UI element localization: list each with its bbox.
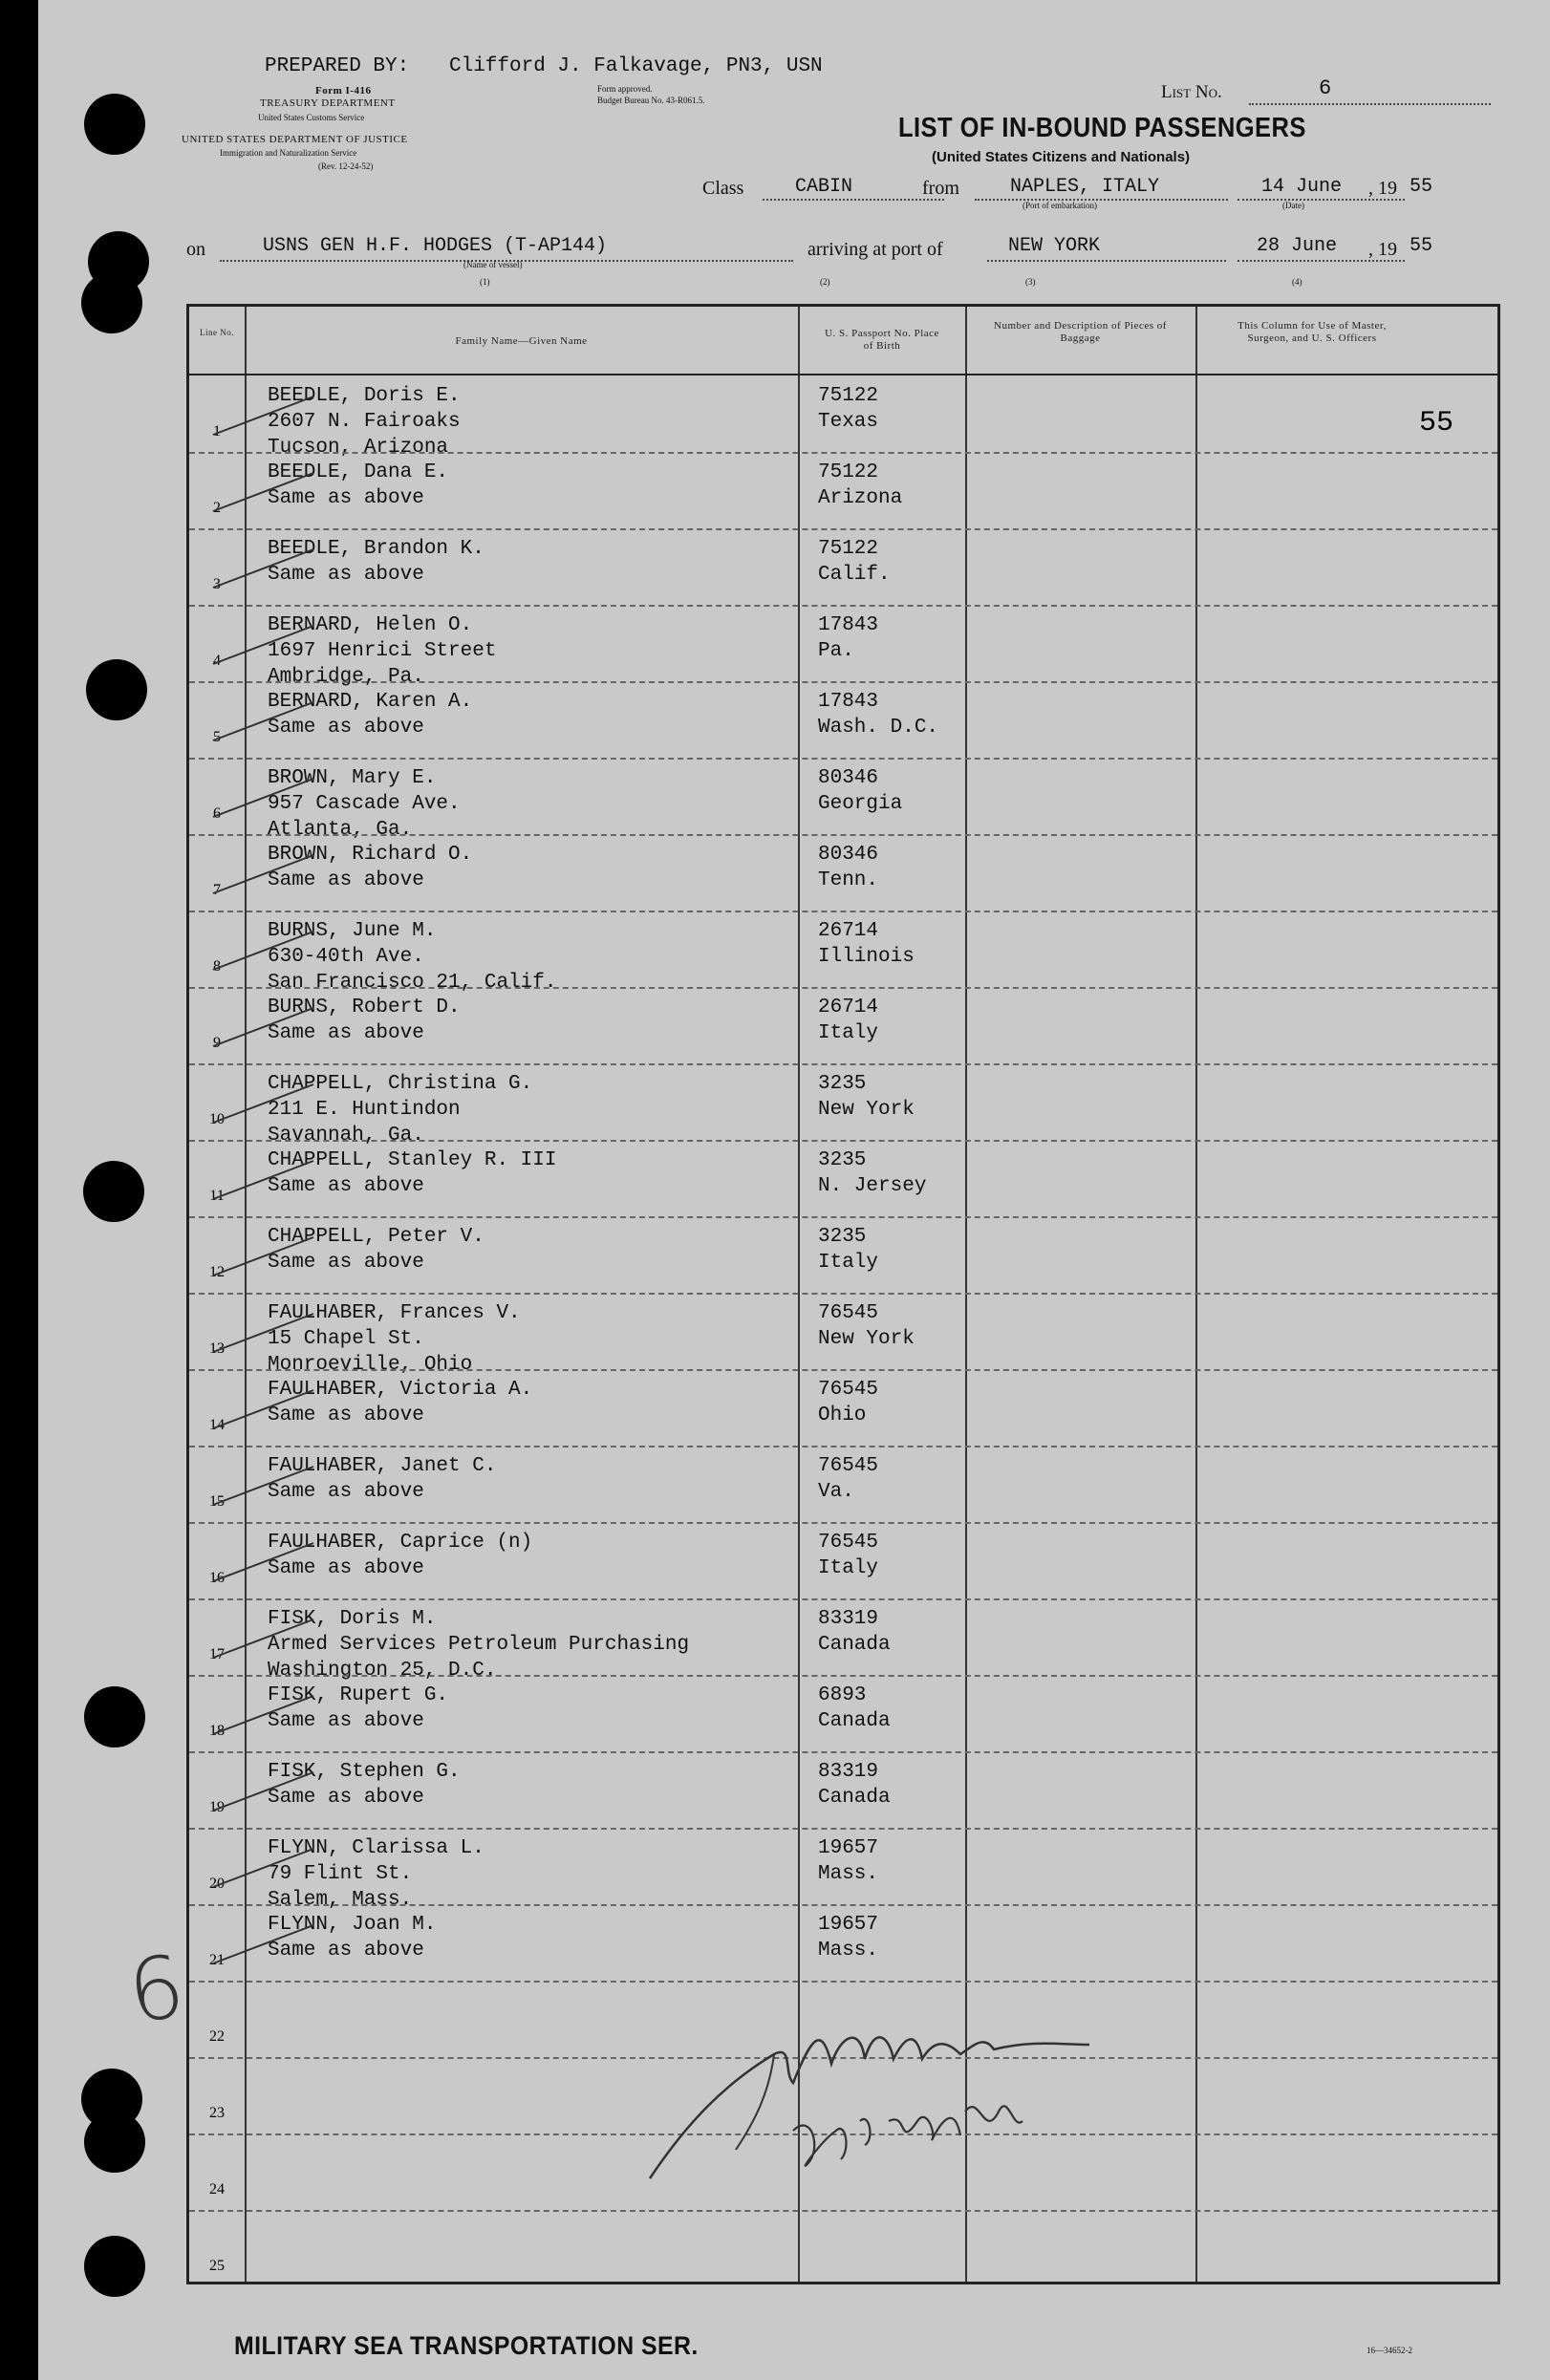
line-number: 20	[209, 1876, 225, 1892]
passport-birthplace: 83319 Canada	[818, 1761, 891, 1809]
table-row	[189, 681, 1497, 758]
table-row	[189, 1522, 1497, 1598]
inspector-signature	[631, 1968, 1166, 2198]
passenger-name-address: BROWN, Mary E. 957 Cascade Ave. Atlanta, Ga.	[268, 767, 461, 841]
check-mark-icon	[208, 547, 323, 590]
page-subtitle: (United States Citizens and Nationals)	[932, 149, 1191, 165]
passport-birthplace: 26714 Italy	[818, 997, 879, 1044]
passenger-name-address: FAULHABER, Frances V. 15 Chapel St. Monroeville, Ohio	[268, 1302, 521, 1376]
from-value: NAPLES, ITALY	[1010, 176, 1160, 198]
table-row	[189, 452, 1497, 528]
passenger-name-address: BEEDLE, Doris E. 2607 N. Fairoaks Tucson, Arizona	[268, 385, 461, 459]
punch-hole	[81, 272, 142, 333]
port-embarkation-label: (Port of embarkation)	[1023, 201, 1097, 210]
line-number: 3	[213, 576, 221, 592]
passport-birthplace: 80346 Georgia	[818, 767, 903, 815]
check-mark-icon	[208, 471, 323, 513]
passport-birthplace: 83319 Canada	[818, 1608, 891, 1656]
line-number: 8	[213, 958, 221, 975]
line-number: 21	[209, 1952, 225, 1968]
embark-date: 14 June	[1261, 176, 1343, 198]
punch-hole	[86, 659, 147, 720]
justice-label: UNITED STATES DEPARTMENT OF JUSTICE	[182, 134, 408, 145]
line-number: 17	[209, 1646, 225, 1662]
class-value: CABIN	[795, 176, 853, 198]
passport-birthplace: 76545 Ohio	[818, 1379, 879, 1426]
embark-year: 55	[1410, 176, 1433, 198]
line-number: 22	[209, 2028, 225, 2045]
check-mark-icon	[208, 1923, 323, 1965]
line-number: 6	[213, 805, 221, 822]
passenger-name-address: FLYNN, Joan M. Same as above	[268, 1914, 437, 1962]
treasury-label: TREASURY DEPARTMENT	[260, 97, 396, 109]
line-number: 18	[209, 1723, 225, 1739]
passport-birthplace: 75122 Texas	[818, 385, 879, 433]
table-row	[189, 834, 1497, 911]
table-row	[189, 528, 1497, 605]
table-row	[189, 1675, 1497, 1751]
footer-service-stamp: MILITARY SEA TRANSPORTATION SER.	[234, 2331, 699, 2360]
check-mark-icon	[208, 930, 323, 972]
table-row	[189, 1293, 1497, 1376]
line-number: 7	[213, 882, 221, 898]
passport-birthplace: 3235 Italy	[818, 1226, 879, 1274]
check-mark-icon	[208, 395, 323, 437]
check-mark-icon	[208, 1159, 323, 1201]
passport-birthplace: 17843 Wash. D.C.	[818, 691, 939, 739]
arrival-date: 28 June	[1257, 235, 1338, 257]
table-row	[189, 1216, 1497, 1293]
punch-hole	[84, 2236, 145, 2297]
check-mark-icon	[208, 1006, 323, 1048]
passenger-name-address: FAULHABER, Janet C. Same as above	[268, 1455, 497, 1503]
line-number: 14	[209, 1417, 225, 1433]
table-row	[189, 1446, 1497, 1522]
column-4-marker: (4)	[1292, 277, 1302, 287]
print-code: 16—34652-2	[1367, 2346, 1412, 2355]
check-mark-icon	[208, 1541, 323, 1583]
list-number-label: List No.	[1161, 82, 1222, 102]
form-approved-label: Form approved.	[597, 84, 653, 94]
passenger-name-address: FISK, Stephen G. Same as above	[268, 1761, 461, 1809]
passenger-name-address: FISK, Rupert G. Same as above	[268, 1684, 449, 1732]
passport-birthplace: 26714 Illinois	[818, 920, 915, 968]
on-label: on	[186, 239, 205, 260]
header-officers: This Column for Use of Master, Surgeon, and U. S. Officers	[1238, 320, 1387, 344]
page-title: LIST OF IN-BOUND PASSENGERS	[898, 113, 1306, 143]
table-row	[189, 1063, 1497, 1147]
immigration-label: Immigration and Naturalization Service	[220, 148, 357, 158]
passport-birthplace: 76545 Va.	[818, 1455, 879, 1503]
preparer-name: Clifford J. Falkavage, PN3, USN	[449, 55, 823, 77]
budget-bureau-label: Budget Bureau No. 43-R061.5.	[597, 96, 705, 105]
line-number: 13	[209, 1340, 225, 1357]
passenger-name-address: CHAPPELL, Peter V. Same as above	[268, 1226, 484, 1274]
officer-note: 55	[1419, 407, 1454, 440]
line-number: 12	[209, 1264, 225, 1280]
table-row	[189, 758, 1497, 841]
line-number: 1	[213, 423, 221, 440]
table-row	[189, 605, 1497, 688]
column-1-marker: (1)	[480, 277, 490, 287]
line-number: 24	[209, 2181, 225, 2198]
column-2-marker: (2)	[820, 277, 830, 287]
list-number: 6	[1319, 76, 1332, 100]
passport-birthplace: 6893 Canada	[818, 1684, 891, 1732]
check-mark-icon	[208, 1235, 323, 1277]
table-row	[189, 1828, 1497, 1911]
line-number: 4	[213, 653, 221, 669]
passport-birthplace: 76545 Italy	[818, 1532, 879, 1579]
line-number: 5	[213, 729, 221, 745]
from-label: from	[922, 178, 959, 199]
check-mark-icon	[208, 624, 323, 666]
passport-birthplace: 75122 Calif.	[818, 538, 891, 586]
arrival-year-prefix: , 19	[1368, 239, 1397, 260]
document-page	[38, 0, 1550, 2380]
check-mark-icon	[208, 1618, 323, 1660]
check-mark-icon	[208, 1388, 323, 1430]
passport-birthplace: 75122 Arizona	[818, 461, 903, 509]
table-row	[189, 1140, 1497, 1216]
passport-birthplace: 19657 Mass.	[818, 1914, 879, 1962]
customs-label: United States Customs Service	[258, 113, 365, 122]
passport-birthplace: 17843 Pa.	[818, 614, 879, 662]
passenger-name-address: FAULHABER, Victoria A. Same as above	[268, 1379, 533, 1426]
passenger-name-address: FAULHABER, Caprice (n) Same as above	[268, 1532, 533, 1579]
passenger-name-address: FISK, Doris M. Armed Services Petroleum Purchasing Washington 25, D.C.	[268, 1608, 690, 1682]
line-number: 10	[209, 1111, 225, 1127]
header-passport: U. S. Passport No. Place of Birth	[825, 328, 939, 352]
passenger-name-address: FLYNN, Clarissa L. 79 Flint St. Salem, Mass.	[268, 1837, 484, 1911]
passenger-name-address: CHAPPELL, Stanley R. III Same as above	[268, 1149, 557, 1197]
punch-hole	[83, 1161, 144, 1222]
form-number: Form I-416	[315, 85, 372, 96]
check-mark-icon	[208, 1770, 323, 1812]
class-label: Class	[702, 178, 744, 199]
column-3-marker: (3)	[1025, 277, 1036, 287]
passenger-name-address: BURNS, June M. 630-40th Ave. San Francisco 21, Calif.	[268, 920, 557, 994]
line-number: 19	[209, 1799, 225, 1815]
passport-birthplace: 19657 Mass.	[818, 1837, 879, 1885]
table-row	[189, 2210, 1497, 2286]
embark-year-prefix: , 19	[1368, 178, 1397, 199]
punch-hole	[84, 1686, 145, 1747]
arrival-port: NEW YORK	[1008, 235, 1101, 257]
line-number: 11	[209, 1188, 225, 1204]
header-line-no: Line No.	[200, 328, 234, 337]
check-mark-icon	[208, 1694, 323, 1736]
passport-birthplace: 3235 N. Jersey	[818, 1149, 927, 1197]
passport-birthplace: 3235 New York	[818, 1073, 915, 1121]
line-number: 9	[213, 1035, 221, 1051]
table-row	[189, 375, 1497, 459]
vessel-label: (Name of vessel)	[463, 260, 523, 269]
passenger-name-address: BROWN, Richard O. Same as above	[268, 844, 473, 891]
arriving-label: arriving at port of	[807, 239, 943, 260]
passenger-name-address: BERNARD, Karen A. Same as above	[268, 691, 473, 739]
punch-hole	[84, 2112, 145, 2173]
date-label: (Date)	[1282, 201, 1304, 210]
passenger-name-address: BEEDLE, Dana E. Same as above	[268, 461, 449, 509]
line-number: 25	[209, 2258, 225, 2274]
check-mark-icon	[208, 700, 323, 742]
check-mark-icon	[208, 777, 323, 819]
passenger-name-address: BERNARD, Helen O. 1697 Henrici Street Ambridge, Pa.	[268, 614, 497, 688]
prepared-by-label: PREPARED BY:	[265, 55, 410, 77]
passport-birthplace: 76545 New York	[818, 1302, 915, 1350]
passport-birthplace: 80346 Tenn.	[818, 844, 879, 891]
table-row	[189, 911, 1497, 994]
margin-mark: 6	[121, 1936, 191, 2044]
header-name: Family Name—Given Name	[455, 335, 588, 347]
line-number: 16	[209, 1570, 225, 1586]
table-row	[189, 1369, 1497, 1446]
line-number: 2	[213, 500, 221, 516]
arrival-year: 55	[1410, 235, 1433, 257]
table-row	[189, 1751, 1497, 1828]
passenger-name-address: BURNS, Robert D. Same as above	[268, 997, 461, 1044]
check-mark-icon	[208, 1083, 323, 1125]
header-baggage: Number and Description of Pieces of Baggage	[994, 320, 1167, 344]
line-number: 15	[209, 1493, 225, 1510]
revision-label: (Rev. 12-24-52)	[318, 161, 374, 171]
table-row	[189, 1598, 1497, 1682]
table-row	[189, 987, 1497, 1063]
check-mark-icon	[208, 1312, 323, 1354]
punch-hole	[84, 94, 145, 155]
vessel-name: USNS GEN H.F. HODGES (T-AP144)	[263, 235, 608, 257]
check-mark-icon	[208, 1847, 323, 1889]
check-mark-icon	[208, 1465, 323, 1507]
passenger-name-address: BEEDLE, Brandon K. Same as above	[268, 538, 484, 586]
check-mark-icon	[208, 853, 323, 895]
passenger-name-address: CHAPPELL, Christina G. 211 E. Huntindon Savannah, Ga.	[268, 1073, 533, 1147]
line-number: 23	[209, 2105, 225, 2121]
